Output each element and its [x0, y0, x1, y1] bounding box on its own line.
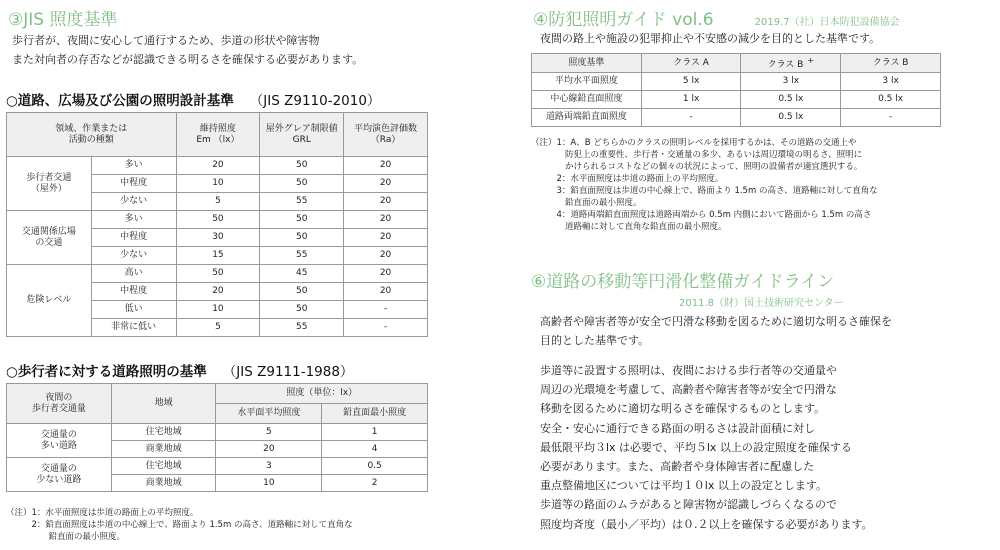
table2-area: 商業地域 [111, 441, 216, 458]
table3-class-bplus: 0.5 lx [741, 109, 841, 127]
table1-header: 維持照度 Em （lx） [176, 113, 260, 157]
body-line: 歩道等の路面のムラがあると障害物が認識しづらくなるので [540, 498, 837, 512]
table2-vert: 2 [322, 475, 428, 492]
table-row [7, 211, 428, 229]
table3-notes [531, 137, 878, 233]
table1-level: 中程度 [91, 175, 176, 193]
note-line: 4：道路両端鉛直面照度は道路両端から 0.5m 内側において路面から 1.5m の高さ [531, 210, 872, 220]
table1-ra: 20 [344, 229, 428, 247]
note-line: 防犯上の重要性、歩行者・交通量の多少、あるいは周辺環境の明るさ、照明に [531, 150, 863, 160]
table3-class-a: 1 lx [641, 91, 741, 109]
table1-grl: 50 [260, 175, 344, 193]
table1-em: 50 [176, 265, 260, 283]
note-line: （注）1：水平面照度は歩道の路面上の平均照度。 [6, 508, 199, 518]
table1-ra: 20 [344, 265, 428, 283]
table3-label: 道路両端鉛直面照度 [532, 109, 642, 127]
table1-ra: 20 [344, 247, 428, 265]
body-line: 歩道等に設置する照明は、夜間における歩行者等の交通量や [540, 364, 837, 377]
table2-header: 夜間の 歩行者交通量 [7, 384, 112, 424]
table1-title [6, 89, 380, 109]
body-line: 周辺の光環境を考慮して、高齢者や障害者等が安全で円滑な [540, 383, 837, 397]
table1-level: 少ない [91, 247, 176, 265]
note-line: 2：鉛直面照度は歩道の中心線上で、路面より 1.5m の高さ、道路軸に対して直角な [6, 520, 353, 530]
table1-grl: 50 [260, 301, 344, 319]
table2-horiz: 3 [216, 458, 322, 475]
table2-title-text: ○歩行者に対する道路照明の基準 [6, 364, 207, 380]
table-row [532, 91, 941, 109]
note-line: 鉛直面の最小照度。 [6, 532, 126, 542]
table2-body [7, 384, 428, 492]
table1-level: 高い [91, 265, 176, 283]
table1-level: 多い [91, 211, 176, 229]
table1-ra: 20 [344, 211, 428, 229]
table2-area: 住宅地域 [111, 424, 216, 441]
table1-group: 交通関係広場 の交通 [7, 211, 92, 265]
table3-class-a: - [641, 109, 741, 127]
section3-text [12, 31, 363, 69]
table2-header: 鉛直面最小照度 [322, 404, 428, 424]
note-line: 3：鉛直面照度は歩道の中心線上で、路面より 1.5m の高さ、道路軸に対して直角な [531, 186, 878, 196]
table1-group: 危険レベル [7, 265, 92, 337]
table1-body [7, 113, 428, 337]
table-row [532, 109, 941, 127]
table1-em: 15 [176, 247, 260, 265]
table3-header-plus: + [807, 55, 815, 65]
section6-intro-line: 高齢者や障害者等が安全で円滑な移動を図るために適切な明るさ確保を [540, 315, 892, 328]
table2-group: 交通量の 少ない道路 [7, 458, 112, 492]
table1-em: 10 [176, 301, 260, 319]
table1-grl: 45 [260, 265, 344, 283]
table3-header: 照度基準 [532, 54, 642, 73]
table3-header: クラス B [841, 54, 941, 73]
body-line: 照度均斉度（最小／平均）は０.２以上を確保する必要があります。 [540, 517, 873, 531]
table1-ra: 20 [344, 175, 428, 193]
table1-level: 多い [91, 157, 176, 175]
note-line: 鉛直面の最小照度。 [531, 198, 642, 208]
section3-line: 歩行者が、夜間に安心して通行するため、歩道の形状や障害物 [12, 34, 320, 47]
table1-grl: 55 [260, 319, 344, 337]
table3-label: 中心線鉛直面照度 [532, 91, 642, 109]
table2-vert: 1 [322, 424, 428, 441]
table2-header: 地域 [111, 384, 216, 424]
table3-class-b: 0.5 lx [841, 91, 941, 109]
body-line: 安全・安心に通行できる路面の明るさは設計面積に対し [540, 421, 815, 435]
table1-header: 平均演色評価数 （Ra） [344, 113, 428, 157]
table3-header [741, 54, 841, 73]
table2-horiz: 20 [216, 441, 322, 458]
body-line: 重点整備地区については平均１０lx 以上の設定とします。 [540, 479, 827, 493]
table2-group: 交通量の 多い道路 [7, 424, 112, 458]
section4-title: ④防犯照明ガイド vol.6 [533, 10, 714, 30]
table2-area: 住宅地域 [111, 458, 216, 475]
table1-level: 中程度 [91, 229, 176, 247]
table1-em: 5 [176, 319, 260, 337]
table1-level: 中程度 [91, 283, 176, 301]
table1-em: 30 [176, 229, 260, 247]
note-line: 2：水平面照度は歩道の路面上の平均照度。 [531, 174, 724, 184]
table-row [7, 458, 428, 475]
section3-line: また対向者の存否などが認識できる明るさを確保する必要があります。 [12, 53, 364, 66]
table1-level: 低い [91, 301, 176, 319]
table2-vert: 0.5 [322, 458, 428, 475]
table1-em: 50 [176, 211, 260, 229]
table1-grl: 55 [260, 247, 344, 265]
table2-header: 照度（単位：lx） [216, 384, 428, 404]
table3-body [532, 73, 941, 127]
section6-credit: 2011.8（財）国土技術研究センター [679, 298, 844, 309]
table1-grl: 50 [260, 283, 344, 301]
body-line: 必要があります。また、高齢者や身体障害者に配慮した [540, 460, 815, 474]
table3-class-bplus: 3 lx [741, 73, 841, 91]
table3-header: クラス A [641, 54, 741, 73]
table1-level: 少ない [91, 193, 176, 211]
table2-notes [6, 507, 353, 543]
table1-ra: - [344, 319, 428, 337]
body-line: 移動を図るために適切な明るさを確保するものとします。 [540, 402, 826, 416]
section4-header [533, 5, 900, 30]
table1-standard: （JIS Z9110-2010） [249, 93, 381, 109]
table3-class-a: 5 lx [641, 73, 741, 91]
table2-title [6, 360, 353, 380]
section6-intro [540, 312, 892, 350]
table2-vert: 4 [322, 441, 428, 458]
body-line: 最低限平均３lx は必要で、平均５lx 以上の設定照度を確保する [540, 440, 852, 454]
table2 [6, 383, 428, 492]
note-line: 道路軸に対して直角な鉛直面の最小照度。 [531, 222, 727, 232]
table3-header-text: クラス B [767, 59, 804, 70]
table1-grl: 55 [260, 193, 344, 211]
table1-title-text: ○道路、広場及び公園の照明設計基準 [6, 93, 234, 109]
table2-horiz: 10 [216, 475, 322, 492]
section6-title: ⑥道路の移動等円滑化整備ガイドライン [531, 272, 835, 292]
section4-credit: 2019.7（社）日本防犯設備協会 [754, 17, 900, 28]
table1-ra: - [344, 301, 428, 319]
table1-header: 屋外グレア制限値 GRL [260, 113, 344, 157]
table-row [7, 157, 428, 175]
table3-class-bplus: 0.5 lx [741, 91, 841, 109]
note-line: （注）1：A、B どちらかのクラスの照明レベルを採用するかは、その道路の交通上や [531, 138, 857, 148]
table1-grl: 50 [260, 211, 344, 229]
table3-class-b: 3 lx [841, 73, 941, 91]
table1-em: 5 [176, 193, 260, 211]
table-row [532, 73, 941, 91]
table-row [7, 265, 428, 283]
table1-ra: 20 [344, 157, 428, 175]
note-line: かけられるコストなどの個々の状況によって、照明の設備者が適宜選択する。 [531, 162, 863, 172]
section6-body [540, 361, 873, 534]
table-row [7, 424, 428, 441]
table1-header: 領域、作業または 活動の種類 [7, 113, 177, 157]
table1-grl: 50 [260, 157, 344, 175]
table1-group: 歩行者交通 （屋外） [7, 157, 92, 211]
table1-em: 20 [176, 283, 260, 301]
table1-grl: 50 [260, 229, 344, 247]
table3-class-b: - [841, 109, 941, 127]
table2-area: 商業地域 [111, 475, 216, 492]
table2-standard: （JIS Z9111-1988） [222, 364, 354, 380]
table1-em: 10 [176, 175, 260, 193]
section4-intro: 夜間の路上や施設の犯罪抑止や不安感の減少を目的とした基準です。 [540, 32, 881, 45]
table1 [6, 112, 428, 337]
section6-intro-line: 目的とした基準です。 [540, 334, 650, 348]
table1-ra: 20 [344, 193, 428, 211]
table1-ra: 20 [344, 283, 428, 301]
table1-level: 非常に低い [91, 319, 176, 337]
table1-em: 20 [176, 157, 260, 175]
section3-title: ③JIS 照度基準 [8, 10, 118, 30]
table3-label: 平均水平面照度 [532, 73, 642, 91]
table2-header: 水平面平均照度 [216, 404, 322, 424]
table3 [531, 53, 941, 127]
table2-horiz: 5 [216, 424, 322, 441]
